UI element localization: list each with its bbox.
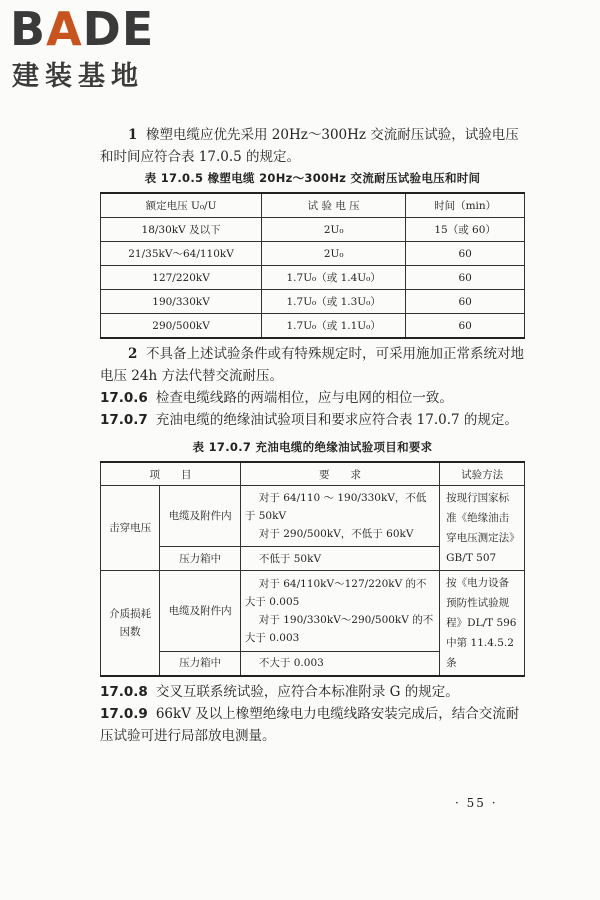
- col-header: 试验方法: [440, 462, 525, 486]
- table-2: [100, 461, 525, 677]
- section-17-0-7: 17.0.7 充油电缆的绝缘油试验项目和要求应符合表 17.0.7 的规定。: [100, 412, 518, 428]
- page-number: · 55 ·: [455, 796, 498, 810]
- table-row: [101, 571, 525, 652]
- table-cell: 1.7U₀（或 1.1U₀）: [262, 314, 406, 339]
- table-cell: 2U₀: [262, 242, 406, 266]
- table-cell: 压力箱中: [160, 651, 241, 676]
- table-cell: 18/30kV 及以下: [101, 218, 262, 242]
- table-cell: 电缆及附件内: [160, 571, 241, 652]
- table-row: [101, 242, 525, 266]
- requirement-text: 对于 64/110kV～127/220kV 的不大于 0.005: [244, 577, 427, 608]
- table-cell: 1.7U₀（或 1.3U₀）: [262, 290, 406, 314]
- col-header: 试 验 电 压: [262, 193, 406, 218]
- logo: [10, 2, 155, 93]
- table-row: [101, 486, 525, 547]
- section-17-0-9: 17.0.9 66kV 及以上橡塑绝缘电力电缆线路安装完成后，结合交流耐压试验可进行局部放电测量。: [100, 706, 520, 744]
- logo-wordmark: BADE: [10, 2, 155, 56]
- col-header: 项 目: [101, 462, 241, 486]
- table-cell: 介质损耗因数: [101, 571, 160, 677]
- table-cell: 190/330kV: [101, 290, 262, 314]
- col-header: 要 求: [240, 462, 439, 486]
- table-2-caption: 表 17.0.7 充油电缆的绝缘油试验项目和要求: [192, 440, 433, 454]
- table-cell: 按《电力设备预防性试验规程》DL/T 596 中第 11.4.5.2 条: [440, 571, 525, 677]
- table-cell: 60: [406, 290, 525, 314]
- table-row: [101, 218, 525, 242]
- table-row: [101, 290, 525, 314]
- table-cell: 60: [406, 314, 525, 339]
- table-cell: 按现行国家标准《绝缘油击穿电压测定法》GB/T 507: [440, 486, 525, 571]
- table-row: [101, 314, 525, 339]
- table-header-row: [101, 462, 525, 486]
- table-cell: 压力箱中: [160, 547, 241, 571]
- page-content: [100, 124, 525, 747]
- section-17-0-8: 17.0.8 交叉互联系统试验，应符合本标准附录 G 的规定。: [100, 684, 459, 700]
- section-17-0-6: 17.0.6 检查电缆线路的两端相位，应与电网的相位一致。: [100, 390, 453, 406]
- table-cell: 击穿电压: [101, 486, 160, 571]
- table-cell: 15（或 60）: [406, 218, 525, 242]
- table-cell: 60: [406, 242, 525, 266]
- table-cell: [240, 651, 439, 676]
- item-2: 2 不具备上述试验条件或有特殊规定时，可采用施加正常系统对地电压 24h 方法代替交流耐压。: [100, 346, 524, 384]
- table-cell: 290/500kV: [101, 314, 262, 339]
- table-1-caption: 表 17.0.5 橡塑电缆 20Hz～300Hz 交流耐压试验电压和时间: [144, 171, 481, 185]
- table-cell: 127/220kV: [101, 266, 262, 290]
- table-cell: 电缆及附件内: [160, 486, 241, 547]
- requirement-text: 不低于 50kV: [258, 552, 322, 565]
- requirement-text: 对于 190/330kV～290/500kV 的不大于 0.003: [244, 613, 434, 644]
- table-cell: 21/35kV～64/110kV: [101, 242, 262, 266]
- table-cell: 1.7U₀（或 1.4U₀）: [262, 266, 406, 290]
- table-row: [101, 266, 525, 290]
- table-cell: 60: [406, 266, 525, 290]
- table-cell: [240, 571, 439, 652]
- logo-chinese: 建装基地: [12, 61, 144, 92]
- requirement-text: 对于 290/500kV，不低于 60kV: [258, 528, 414, 541]
- requirement-text: 对于 64/110 ～ 190/330kV，不低于 50kV: [244, 492, 427, 523]
- table-header-row: [101, 193, 525, 218]
- item-1: 1 橡塑电缆应优先采用 20Hz～300Hz 交流耐压试验，试验电压和时间应符合表 17.0.5 的规定。: [100, 127, 519, 165]
- table-1: [100, 192, 525, 339]
- table-cell: [240, 547, 439, 571]
- table-cell: [240, 486, 439, 547]
- col-header: 额定电压 U₀/U: [101, 193, 262, 218]
- requirement-text: 不大于 0.003: [258, 657, 324, 670]
- table-cell: 2U₀: [262, 218, 406, 242]
- col-header: 时间（min）: [406, 193, 525, 218]
